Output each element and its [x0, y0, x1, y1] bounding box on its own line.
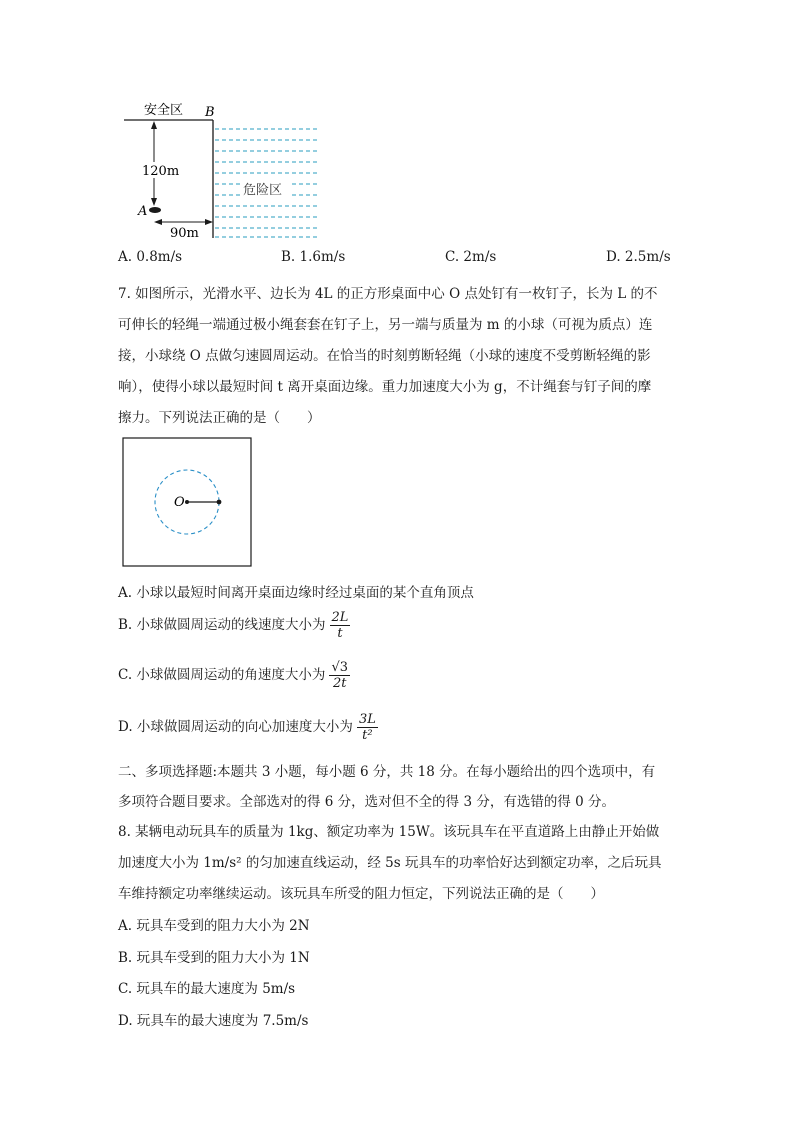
q6-option-a: A. 0.8m/s	[118, 249, 183, 265]
q7-line-2: 可伸长的轻绳一端通过极小绳套套在钉子上，另一端与质量为 m 的小球（可视为质点）连	[118, 317, 653, 333]
nail-point	[185, 500, 189, 504]
q7-option-d-text: D. 小球做圆周运动的向心加速度大小为	[118, 719, 353, 735]
q7-option-c-fraction	[329, 660, 350, 691]
q7-option-c	[118, 660, 350, 691]
q8-line-3: 车维持额定功率继续运动。该玩具车所受的阻力恒定，下列说法正确的是（ ）	[118, 886, 604, 902]
q7-option-b-text: B. 小球做圆周运动的线速度大小为	[118, 617, 326, 633]
fraction-numerator: 3L	[358, 712, 376, 727]
q6-option-c: C. 2m/s	[445, 249, 497, 265]
q7-option-d-fraction	[357, 712, 378, 743]
width-arrow-right	[205, 219, 213, 225]
fraction-numerator: √3	[331, 660, 348, 675]
fraction-denominator: t	[337, 626, 343, 641]
height-arrow-bottom	[151, 198, 157, 206]
q8-option-b: B. 玩具车受到的阻力大小为 1N	[118, 950, 310, 966]
river-figure	[118, 96, 328, 246]
q6-option-b: B. 1.6m/s	[281, 249, 346, 265]
section2-line-1: 二、多项选择题:本题共 3 小题，每小题 6 分，共 18 分。在每小题给出的四个选项中，有	[118, 764, 656, 780]
q7-line-5: 擦力。下列说法正确的是（ ）	[118, 410, 321, 426]
q7-option-c-text: C. 小球做圆周运动的角速度大小为	[118, 667, 326, 683]
danger-zone-label: 危险区	[243, 183, 283, 198]
q7-option-b-fraction	[330, 610, 351, 641]
q7-option-b	[118, 610, 350, 641]
width-label: 90m	[170, 226, 199, 241]
q7-line-1: 7. 如图所示，光滑水平、边长为 4L 的正方形桌面中心 O 点处钉有一枚钉子，长为 L 的不	[118, 286, 658, 302]
q7-line-4: 响），使得小球以最短时间 t 离开桌面边缘。重力加速度大小为 g，不计绳套与钉子间的摩	[118, 379, 652, 395]
safe-zone-label: 安全区	[144, 103, 184, 118]
fraction-numerator: 2L	[331, 610, 349, 625]
q8-option-a: A. 玩具车受到的阻力大小为 2N	[118, 918, 310, 934]
q7-option-d	[118, 712, 378, 743]
q8-option-c: C. 玩具车的最大速度为 5m/s	[118, 981, 296, 997]
q6-option-d: D. 2.5m/s	[606, 249, 671, 265]
q7-line-3: 接，小球绕 O 点做匀速圆周运动。在恰当的时刻剪断轻绳（小球的速度不受剪断轻绳的影	[118, 348, 651, 364]
height-arrow-top	[151, 121, 157, 129]
fraction-denominator: t²	[362, 728, 373, 743]
fraction-denominator: 2t	[332, 676, 347, 691]
q8-line-2: 加速度大小为 1m/s² 的匀加速直线运动，经 5s 玩具车的功率恰好达到额定功率，之后玩具	[118, 855, 662, 871]
ball-point	[217, 500, 222, 505]
center-o-label: O	[174, 495, 185, 510]
boat-icon	[149, 207, 161, 213]
table-figure	[122, 437, 254, 569]
width-arrow-left	[154, 219, 162, 225]
q8-line-1: 8. 某辆电动玩具车的质量为 1kg、额定功率为 15W。该玩具车在平直道路上由静止开始做	[118, 824, 660, 840]
height-label: 120m	[142, 164, 180, 179]
section2-line-2: 多项符合题目要求。全部选对的得 6 分，选对但不全的得 3 分，有选错的得 0 分。	[118, 794, 616, 810]
q7-option-a: A. 小球以最短时间离开桌面边缘时经过桌面的某个直角顶点	[118, 585, 474, 601]
q8-option-d: D. 玩具车的最大速度为 7.5m/s	[118, 1013, 309, 1029]
point-b-label: B	[205, 105, 215, 120]
point-a-label: A	[138, 204, 148, 219]
